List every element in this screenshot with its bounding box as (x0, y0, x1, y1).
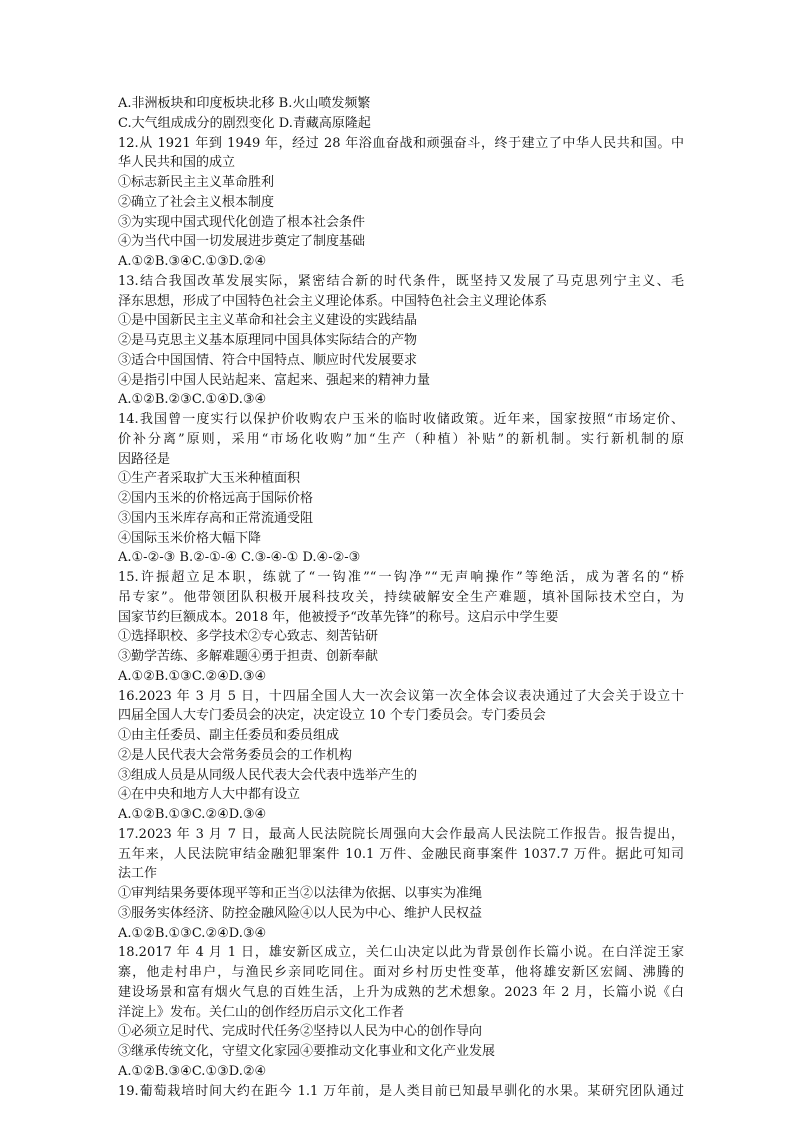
text-line: A.①②B.③④C.①③D.②④ (118, 1063, 267, 1079)
text-line: ④是指引中国人民站起来、富起来、强起来的精神力量 (118, 372, 431, 388)
text-line: ④在中央和地方人大中都有设立 (118, 787, 301, 803)
text-line: 四届全国人大专门委员会的决定，决定设立 10 个专门委员会。专门委员会 (118, 708, 546, 724)
text-line: 14.我国曾一度实行以保护价收购农户玉米的临时收储政策。近年来，国家按照“市场定价、 (118, 412, 684, 427)
text-line: ③继承传统文化，守望文化家园④要推动文化事业和文化产业发展 (118, 1044, 496, 1059)
text-line: 17.2023 年 3 月 7 日，最高人民法院院长周强向大会作最高人民法院工作报告。报告提出， (118, 826, 684, 842)
text-line: A.①②B.①③C.②④D.③④ (118, 807, 267, 822)
text-line: ③为实现中国式现代化创造了根本社会条件 (118, 214, 366, 230)
text-line: 泽东思想，形成了中国特色社会主义理论体系。中国特色社会主义理论体系 (118, 293, 548, 309)
text-line: ②国内玉米的价格远高于国际价格 (118, 491, 314, 506)
text-line: 五年来，人民法院审结金融犯罪案件 10.1 万件、金融民商事案件 1037.7 万件。据此可知司 (118, 846, 684, 862)
text-line: ①由主任委员、副主任委员和委员组成 (118, 728, 340, 743)
text-line: 15.许振超立足本职，练就了“一钩准”“一钩净”“无声响操作”等绝活，成为著名的“桥 (118, 570, 684, 585)
text-line: 华人民共和国的成立 (118, 155, 236, 171)
text-line: 价补分离”原则，采用“市场化收购”加“生产（种植）补贴”的新机制。实行新机制的原 (118, 431, 684, 447)
text-line: 因路径是 (118, 451, 171, 467)
text-line: ②是马克思主义基本原理同中国具体实际结合的产物 (118, 333, 418, 348)
text-line: ③服务实体经济、防控金融风险④以人民为中心、维护人民权益 (118, 905, 483, 921)
text-line: A.①②B.①③C.②④D.③④ (118, 925, 267, 941)
text-line: ②是人民代表大会常务委员会的工作机构 (118, 747, 353, 763)
text-line: A.非洲板块和印度板块北移 B.火山喷发频繁 (118, 96, 371, 111)
text-line: ①必须立足时代、完成时代任务②坚持以人民为中心的创作导向 (118, 1024, 483, 1040)
text-line: 寨，他走村串户，与渔民乡亲同吃同住。面对乡村历史性变革，他将雄安新区宏阔、沸腾的 (118, 965, 684, 980)
text-line: A.①②B.②③C.①④D.③④ (118, 392, 267, 408)
text-line: 建设场景和富有烟火气息的百姓生活，上升为成熟的艺术想象。2023 年 2 月，长篇小说《白 (118, 984, 684, 1000)
text-line: ①审判结果务要体现平等和正当②以法律为依据、以事实为准绳 (118, 886, 483, 901)
text-line: A.①②B.①③C.②④D.③④ (118, 668, 267, 684)
text-line: 12.从 1921 年到 1949 年，经过 28 年浴血奋战和顽强奋斗，终于建立了中华人民共和国。中 (118, 135, 684, 151)
text-line: ①生产者采取扩大玉米种植面积 (118, 471, 301, 487)
text-line: A.①②B.③④C.①③D.②④ (118, 254, 267, 269)
text-line: 18.2017 年 4 月 1 日，雄安新区成立，关仁山决定以此为背景创作长篇小说。在白洋淀王家 (118, 945, 684, 961)
text-line: ②确立了社会主义根本制度 (118, 194, 275, 210)
text-line: ④为当代中国一切发展进步奠定了制度基础 (118, 234, 366, 250)
text-line: 13.结合我国改革发展实际，紧密结合新的时代条件，既坚持又发展了马克思列宁主义、毛 (118, 273, 684, 289)
text-line: A.①-②-③ B.②-①-④ C.③-④-① D.④-②-③ (118, 550, 361, 566)
text-line: 吊专家”。他带领团队积极开展科技攻关，持续破解安全生产难题，填补国际技术空白，为 (118, 589, 684, 605)
document-page (118, 94, 684, 1101)
text-line: C.大气组成成分的剧烈变化 D.青藏高原隆起 (118, 115, 371, 131)
text-line: ①标志新民主主义革命胜利 (118, 175, 275, 190)
text-line: ④国际玉米价格大幅下降 (118, 530, 262, 546)
text-line: 洋淀上》发布。关仁山的创作经历启示文化工作者 (118, 1004, 405, 1020)
text-line: 国家节约巨额成本。2018 年，他被授予“改革先锋”的称号。这启示中学生要 (118, 609, 559, 625)
text-line: ①选择职校、多学技术②专心致志、刻苦钻研 (118, 629, 379, 645)
text-line: ③组成人员是从同级人民代表大会代表中选举产生的 (118, 767, 418, 783)
text-line: ③适合中国国情、符合中国特点、顺应时代发展要求 (118, 352, 418, 368)
text-line: ③勤学苦练、多解难题④勇于担责、创新奉献 (118, 649, 379, 664)
text-line: 16.2023 年 3 月 5 日，十四届全国人大一次会议第一次全体会议表决通过了大会关于设立十 (118, 688, 684, 704)
text-line: ③国内玉米库存高和正常流通受阻 (118, 510, 314, 526)
text-line: 法工作 (118, 866, 158, 882)
text-line: 19.葡萄栽培时间大约在距今 1.1 万年前，是人类目前已知最早驯化的水果。某研究团队通过 (118, 1083, 684, 1099)
text-line: ①是中国新民主主义革命和社会主义建设的实践结晶 (118, 313, 418, 329)
